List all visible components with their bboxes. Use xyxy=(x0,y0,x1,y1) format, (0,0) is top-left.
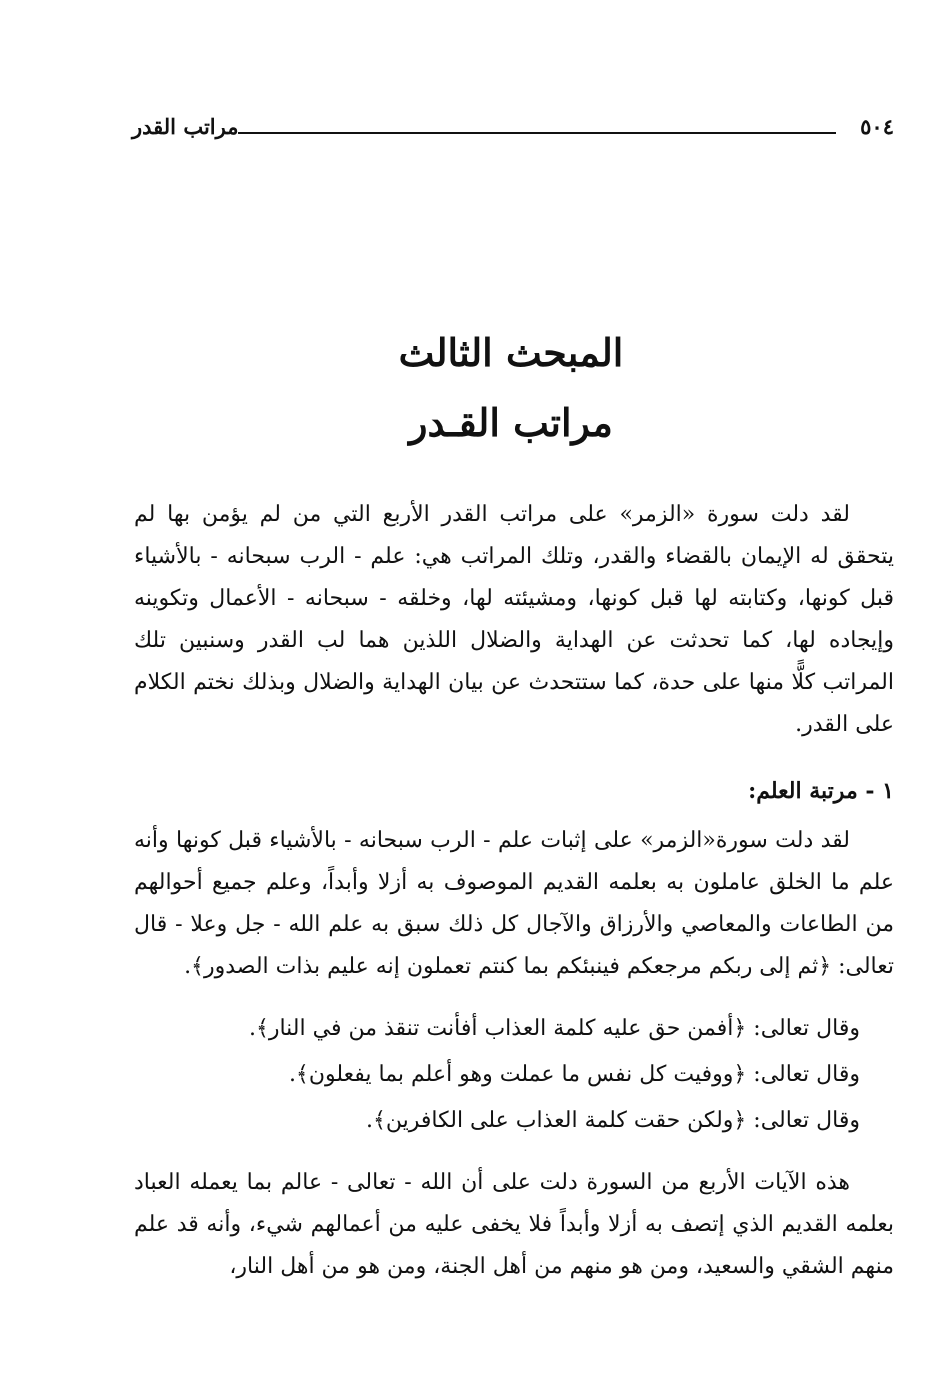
verse-line: وقال تعالى: ﴿أفمن حق عليه كلمة العذاب أفأنت تنقذ من في النار﴾. xyxy=(248,1016,860,1041)
running-title: مراتب القدر xyxy=(132,114,239,139)
chapter-title: مراتب القـدر xyxy=(409,400,613,445)
intro-paragraph: لقد دلت سورة «الزمر» على مراتب القدر الأربع التي من لم يؤمن بها لم يتحقق له الإيمان بالقضاء والقدر، وتلك المراتب هي: علم - الرب سبحانه - بالأشياء قبل كونها، وكتابته لها قبل كونها، ومشيئته لها، وخلقه - سبحانه - الأعمال وتكوينه وإيجاده لها، كما تحدثت عن الهداية والضلال اللذين هما لب القدر وسنبين تلك المراتب كلًّا منها على حدة، كما ستتحدث عن بيان الهداية والضلال وبذلك نختم الكلام على القدر. xyxy=(134,502,894,737)
conclusion-paragraph: هذه الآيات الأربع من السورة دلت على أن الله - تعالى - عالم بما يعمله العباد بعلمه القديم الذي إتصف به أزلا وأبداً فلا يخفى عليه من أعمالهم شيء، وأنه قد علم منهم الشقي والسعيد، ومن هو منهم من أهل الجنة، ومن هو من أهل النار، xyxy=(134,1170,894,1279)
verse-list xyxy=(134,1006,860,1144)
page-number: ٥٠٤ xyxy=(860,114,894,139)
verse-line: وقال تعالى: ﴿ولكن حقت كلمة العذاب على الكافرين﴾. xyxy=(365,1108,860,1133)
running-header xyxy=(132,112,894,148)
verse-line: وقال تعالى: ﴿ووفيت كل نفس ما عملت وهو أعلم بما يفعلون﴾. xyxy=(288,1062,860,1087)
header-rule xyxy=(238,132,836,134)
knowledge-paragraph: لقد دلت سورة«الزمر» على إثبات علم - الرب سبحانه - بالأشياء قبل كونها وأنه علم ما الخلق عاملون به بعلمه القديم الموصوف به أزلا وأبداً، وعلم جميع أحوالهم من الطاعات والمعاصي والأرزاق والآجال كل ذلك سبق به علم الله - جل وعلا - قال تعالى: ﴿ثم إلى ربكم مرجعكم فينبئكم بما كنتم تعملون إنه عليم بذات الصدور﴾. xyxy=(134,828,894,979)
subheading-knowledge: ١ - مرتبة العلم: xyxy=(748,778,894,804)
section-heading: المبحث الثالث xyxy=(398,330,624,375)
